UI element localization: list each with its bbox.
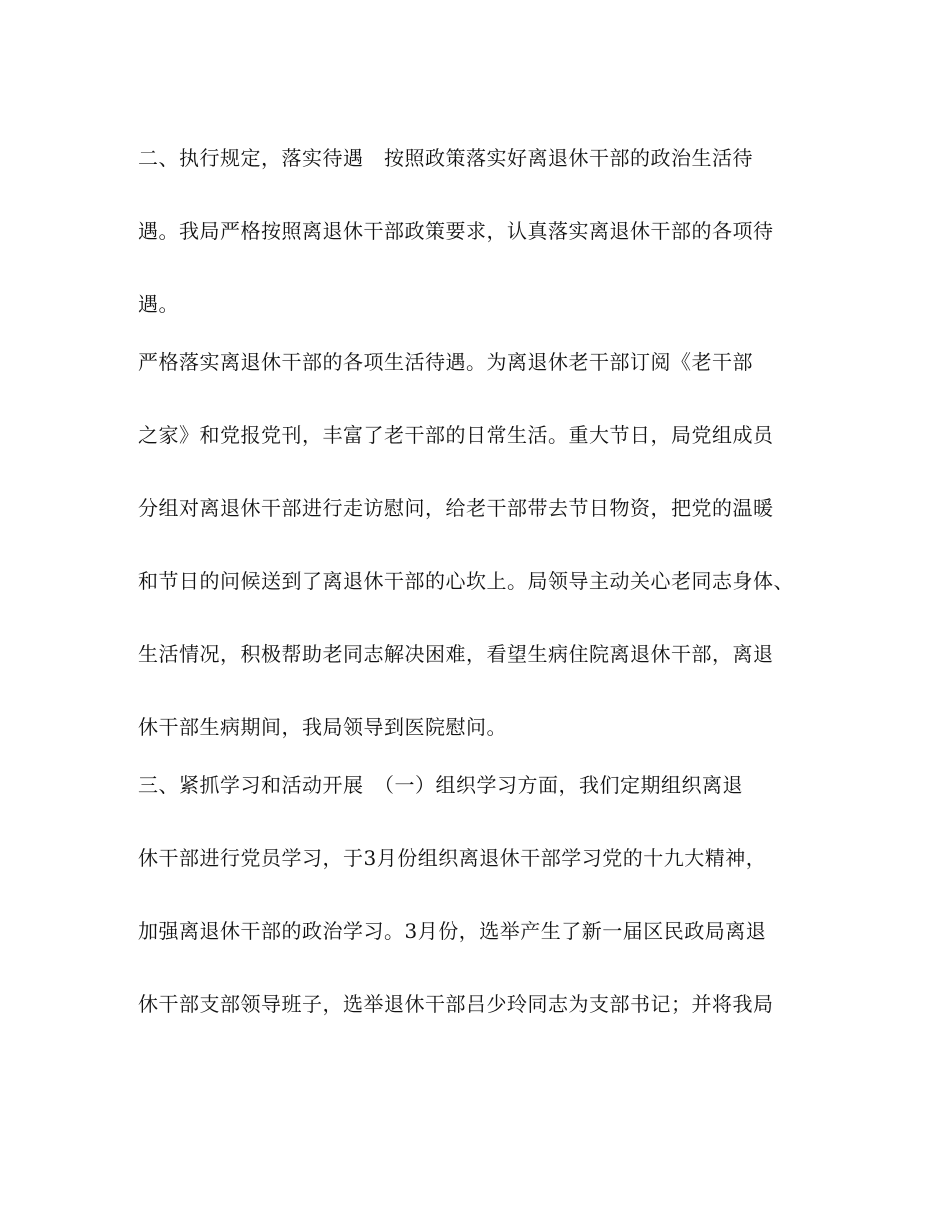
text-line: 二、执行规定，落实待遇 按照政策落实好离退休干部的政治生活待 — [138, 146, 753, 170]
text-line: 休干部进行党员学习，于3月份组织离退休干部学习党的十九大精神， — [138, 846, 767, 870]
text-line: 严格落实离退休干部的各项生活待遇。为离退休老干部订阅《老干部 — [138, 350, 753, 374]
text-line: 分组对离退休干部进行走访慰问，给老干部带去节日物资，把党的温暖 — [138, 496, 774, 520]
text-line: 生活情况，积极帮助老同志解决困难，看望生病住院离退休干部，离退 — [138, 642, 774, 666]
text-line: 三、紧抓学习和活动开展 （一）组织学习方面，我们定期组织离退 — [138, 773, 743, 797]
text-line: 之家》和党报党刊，丰富了老干部的日常生活。重大节日，局党组成员 — [138, 423, 774, 447]
text-line: 遇。 — [138, 292, 179, 316]
text-line: 加强离退休干部的政治学习。3月份，选举产生了新一届区民政局离退 — [138, 919, 767, 943]
text-line: 休干部生病期间，我局领导到医院慰问。 — [138, 715, 507, 739]
text-line: 和节日的问候送到了离退休干部的心坎上。局领导主动关心老同志身体、 — [138, 569, 794, 593]
text-line: 遇。我局严格按照离退休干部政策要求，认真落实离退休干部的各项待 — [138, 219, 774, 243]
text-line: 休干部支部领导班子，选举退休干部吕少玲同志为支部书记；并将我局 — [138, 992, 774, 1016]
